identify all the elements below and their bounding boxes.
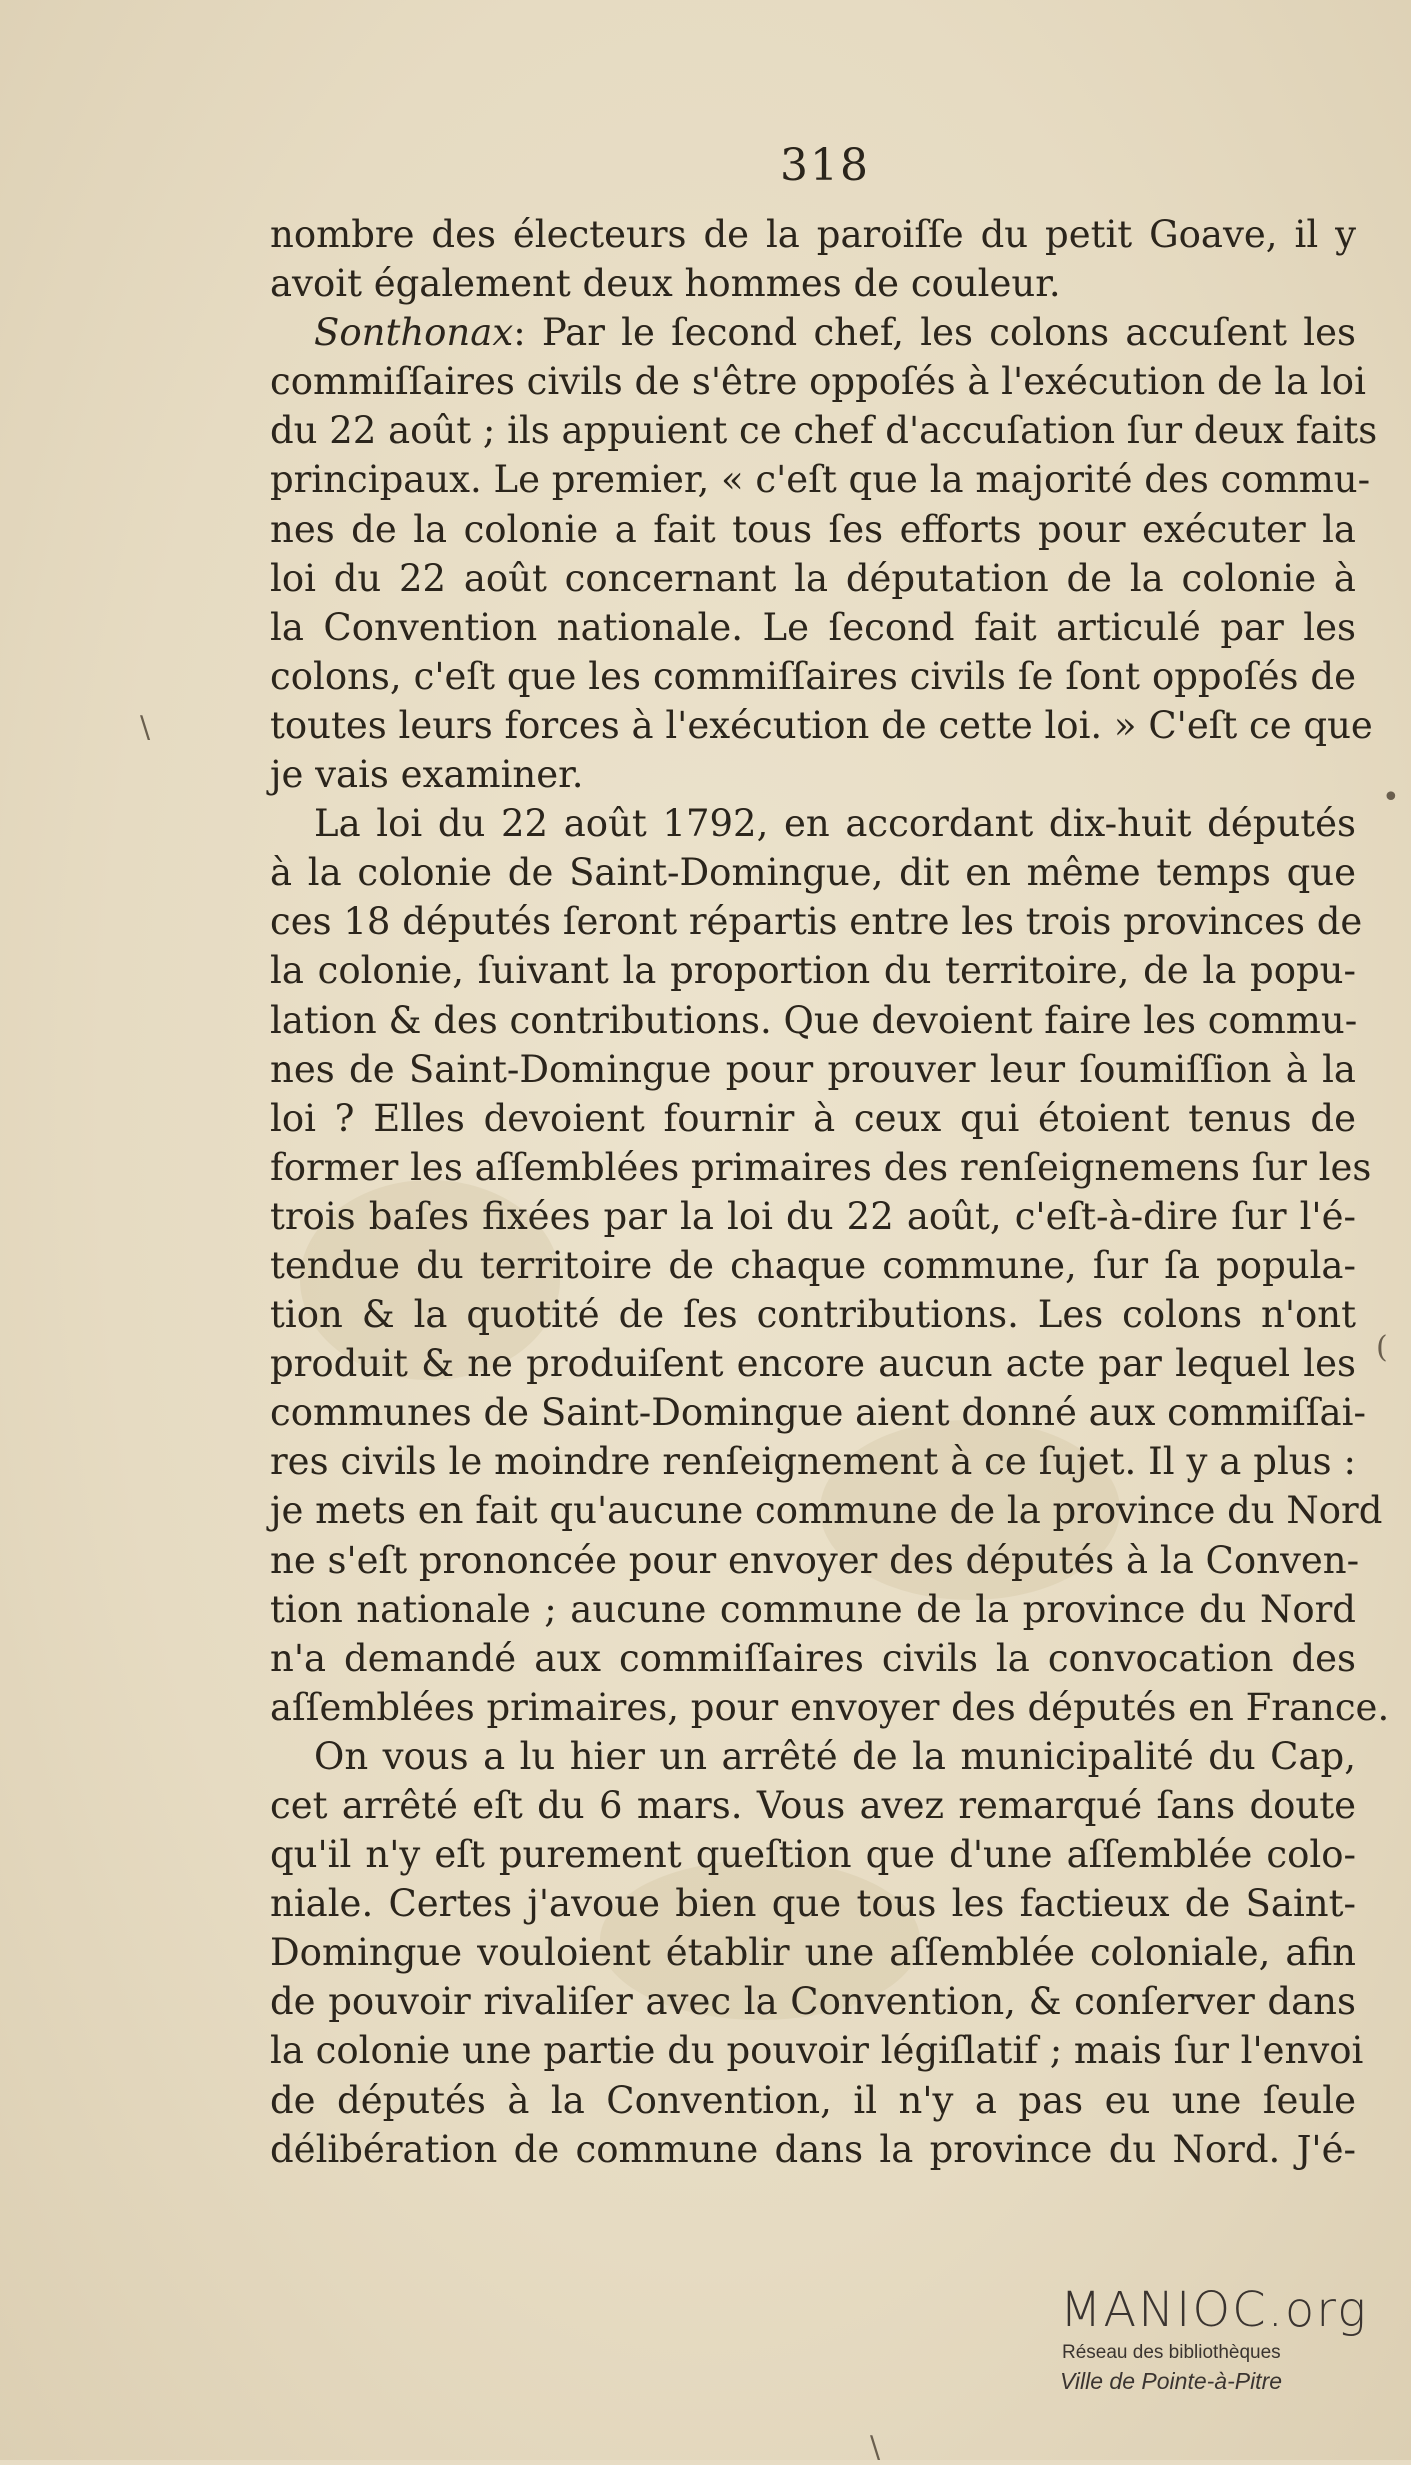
manioc-watermark (1060, 2282, 1380, 2395)
margin-mark: • (1382, 780, 1400, 815)
text-line: La loi du 22 août 1792, en accordant dix-huit députés (314, 802, 1356, 846)
text-line: principaux. Le premier, « c'eſt que la majorité des commu- (270, 458, 1371, 502)
text-line: niale. Certes j'avoue bien que tous les factieux de Saint- (270, 1882, 1356, 1926)
margin-mark: \ (870, 2430, 881, 2465)
margin-mark: ( (1376, 1330, 1388, 1365)
text-line: je vais examiner. (270, 753, 584, 797)
text-line: de députés à la Convention, il n'y a pas eu une ſeule (270, 2078, 1356, 2122)
text-line (270, 308, 1356, 357)
text-line: aſſemblées primaires, pour envoyer des députés en France. (270, 1685, 1390, 1729)
text-line: nes de la colonie a fait tous ſes efforts pour exécuter la (270, 507, 1356, 551)
watermark-city: Ville de Pointe-à-Pitre (1060, 2368, 1283, 2394)
text-line: nombre des électeurs de la paroiſſe du petit Goave, il y (270, 213, 1356, 256)
text-line: la Convention nationale. Le ſecond fait articulé par les (270, 605, 1356, 649)
text-line: colons, c'eſt que les commiſſaires civils ſe ſont oppoſés de (270, 654, 1356, 698)
text-line: tion & la quotité de ſes contributions. Les colons n'ont (270, 1293, 1356, 1337)
text-line: nes de Saint-Domingue pour prouver leur ſoumiſſion à la (270, 1047, 1356, 1091)
text-line: je mets en fait qu'aucune commune de la province du Nord (270, 1489, 1383, 1533)
text-line: à la colonie de Saint-Domingue, dit en même temps que (270, 851, 1356, 895)
text-line: commiſſaires civils de s'être oppoſés à l'exécution de la loi (270, 360, 1366, 404)
text-line: produit & ne produiſent encore aucun acte par lequel les (270, 1342, 1356, 1386)
body-text (270, 210, 1390, 2174)
text-line: la colonie une partie du pouvoir légiſlatif ; mais ſur l'envoi (270, 2029, 1364, 2073)
text-line: communes de Saint-Domingue aient donné aux commiſſai- (270, 1391, 1366, 1435)
watermark-network: Réseau des bibliothèques (1062, 2342, 1281, 2363)
speaker-name: Sonthonax (314, 311, 514, 355)
text-line: n'a demandé aux commiſſaires civils la convocation des (270, 1636, 1356, 1680)
margin-mark: \ (140, 710, 151, 745)
text-line: avoit également deux hommes de couleur. (270, 262, 1061, 306)
text-line: loi ? Elles devoient fournir à ceux qui étoient tenus de (270, 1096, 1356, 1140)
text-line: res civils le moindre renſeignement à ce ſujet. Il y a plus : (270, 1440, 1356, 1484)
text-line: cet arrêté eſt du 6 mars. Vous avez remarqué ſans doute (270, 1784, 1356, 1827)
text-line: Domingue vouloient établir une aſſemblée coloniale, afin (270, 1931, 1356, 1975)
watermark-title: MANIOC.org (1060, 2282, 1368, 2338)
text-line: tion nationale ; aucune commune de la province du Nord (270, 1587, 1356, 1631)
text-line: qu'il n'y eſt purement queſtion que d'une aſſemblée colo- (270, 1833, 1356, 1877)
text-line: ces 18 députés ſeront répartis entre les trois provinces de (270, 900, 1363, 944)
text-line: former les aſſemblées primaires des renſeignemens ſur les (270, 1145, 1372, 1189)
text-line: trois baſes fixées par la loi du 22 août, c'eſt-à-dire ſur l'é- (270, 1194, 1356, 1238)
text-line: tendue du territoire de chaque commune, ſur ſa popula- (270, 1243, 1356, 1287)
text-line: du 22 août ; ils appuient ce chef d'accuſation ſur deux faits (270, 409, 1378, 453)
text-line: ne s'eſt prononcée pour envoyer des députés à la Conven- (270, 1538, 1360, 1582)
text-line: délibération de commune dans la province du Nord. J'é- (270, 2127, 1356, 2171)
text-line: la colonie, ſuivant la proportion du territoire, de la popu- (270, 949, 1356, 993)
text-line: loi du 22 août concernant la députation de la colonie à (270, 556, 1356, 600)
text-line: toutes leurs forces à l'exécution de cette loi. » C'eſt ce que (270, 703, 1373, 747)
text-line: de pouvoir rivaliſer avec la Convention, & conſerver dans (270, 1980, 1356, 2024)
page-number: 318 (780, 140, 870, 191)
text-fragment: : Par le ſecond chef, les colons accuſent les (513, 311, 1356, 355)
text-line: lation & des contributions. Que devoient faire les commu- (270, 998, 1358, 1042)
text-line: On vous a lu hier un arrêté de la municipalité du Cap, (314, 1734, 1356, 1778)
